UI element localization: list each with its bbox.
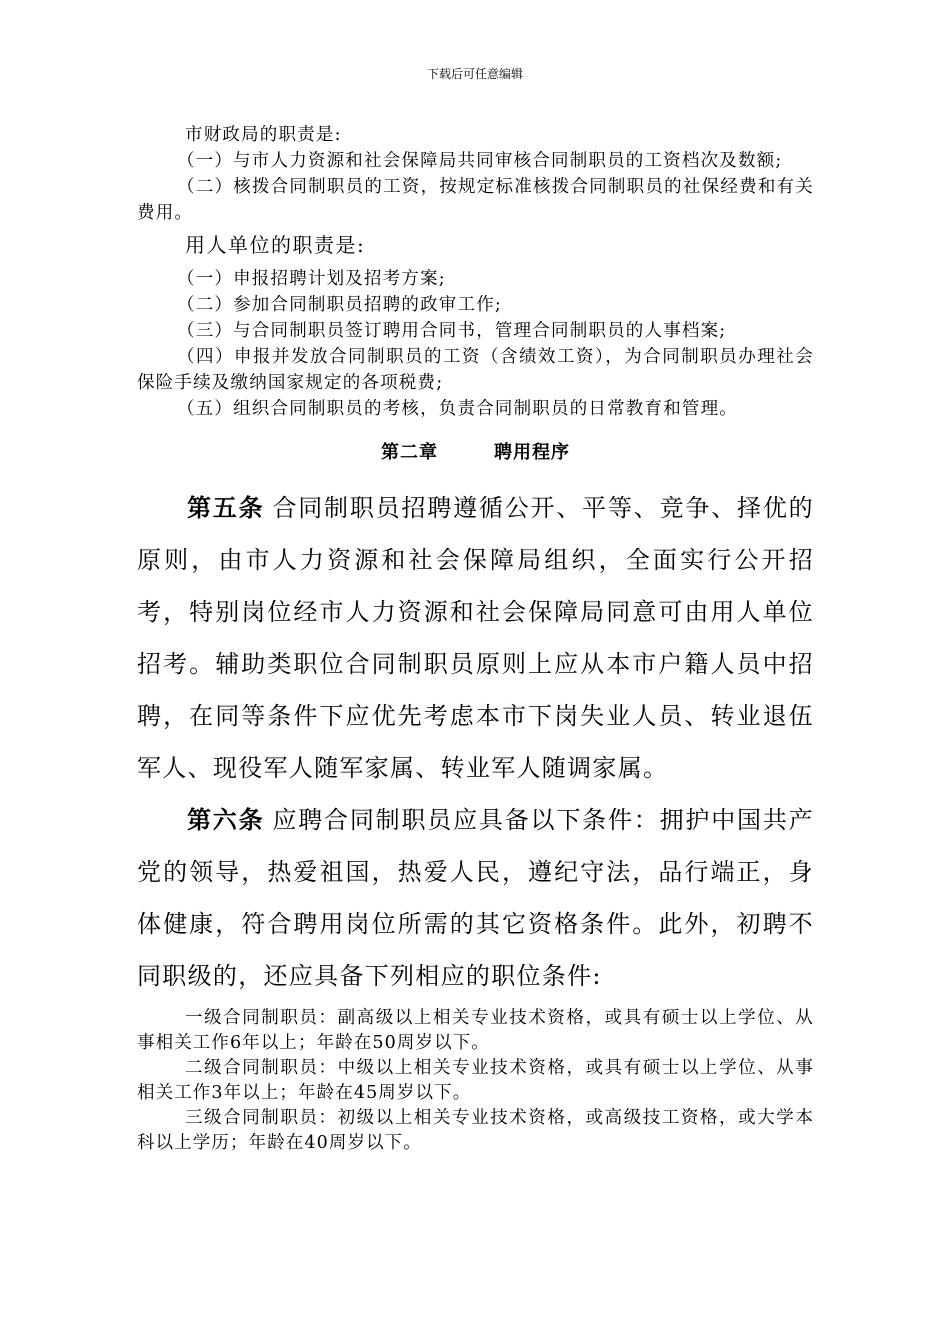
chapter-title: 聘用程序 xyxy=(494,442,570,463)
employer-item: （二）参加合同制职员招聘的政审工作; xyxy=(177,295,502,315)
employer-section xyxy=(137,266,814,422)
article-label: 第五条 xyxy=(187,493,265,522)
article-text: 应聘合同制职员应具备以下条件：拥护中国共产党的领导，热爱祖国，热爱人民，遵纪守法，品行端正，身体健康，符合聘用岗位所需的其它资格条件。此外，初聘不同职级的，还应具备下列相应的职位条件: xyxy=(137,806,814,990)
article-text: 合同制职员招聘遵循公开、平等、竞争、择优的原则，由市人力资源和社会保障局组织，全面实行公开招考，特别岗位经市人力资源和社会保障局同意可由用人单位招考。辅助类职位合同制职员原则上应从本市户籍人员中招聘，在同等条件下应优先考虑本市下岗失业人员、转业退伍军人、现役军人随军家属、转业军人随调家属。 xyxy=(137,494,814,782)
chapter-heading xyxy=(137,440,814,466)
articles xyxy=(137,482,814,1002)
level-item: 一级合同制职员：副高级以上相关专业技术资格，或具有硕士以上学位、从事相关工作6年以上；年龄在50周岁以下。 xyxy=(137,1008,814,1053)
employer-item: （三）与合同制职员签订聘用合同书，管理合同制职员的人事档案; xyxy=(177,321,727,341)
finance-bureau-section xyxy=(137,122,814,226)
document-body xyxy=(137,122,814,1156)
article-6 xyxy=(137,794,814,1002)
article-5 xyxy=(137,482,814,794)
chapter-number: 第二章 xyxy=(381,442,438,463)
finance-heading: 市财政局的职责是: xyxy=(185,125,342,145)
finance-item: （二）核拨合同制职员的工资，按规定标准核拨合同制职员的社保经费和有关费用。 xyxy=(137,177,814,223)
employer-item: （四）申报并发放合同制职员的工资（含绩效工资），为合同制职员办理社会保险手续及缴纳国家规定的各项税费; xyxy=(137,347,814,393)
employer-heading: 用人单位的职责是: xyxy=(185,233,366,257)
page-header: 下载后可任意编辑 xyxy=(426,67,523,81)
level-item: 三级合同制职员：初级以上相关专业技术资格，或高级技工资格，或大学本科以上学历；年龄在40周岁以下。 xyxy=(137,1108,814,1153)
article-label: 第六条 xyxy=(187,805,265,834)
level-item: 二级合同制职员：中级以上相关专业技术资格，或具有硕士以上学位、从事相关工作3年以上；年龄在45周岁以下。 xyxy=(137,1058,814,1103)
employer-item: （一）申报招聘计划及招考方案; xyxy=(177,269,446,289)
level-requirements xyxy=(137,1006,814,1156)
finance-item: （一）与市人力资源和社会保障局共同审核合同制职员的工资档次及数额; xyxy=(177,151,783,171)
employer-item: （五）组织合同制职员的考核，负责合同制职员的日常教育和管理。 xyxy=(177,399,738,419)
